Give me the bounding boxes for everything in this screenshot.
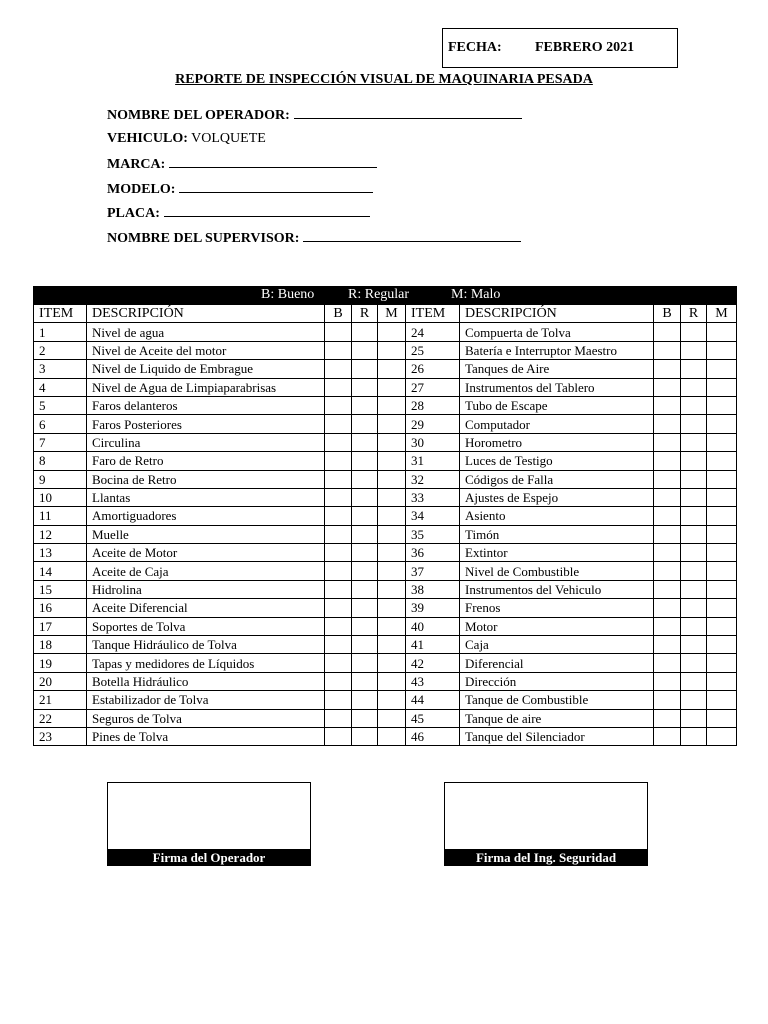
table-row	[34, 378, 737, 396]
item-description: Nivel de Agua de Limpiaparabrisas	[87, 378, 325, 396]
check-r-cell[interactable]	[681, 672, 707, 690]
check-b-cell[interactable]	[325, 452, 352, 470]
table-row	[34, 672, 737, 690]
col-r: R	[681, 305, 707, 323]
col-m: M	[378, 305, 406, 323]
check-r-cell[interactable]	[681, 433, 707, 451]
check-m-cell[interactable]	[707, 709, 737, 727]
check-b-cell[interactable]	[654, 672, 681, 690]
table-header-row	[34, 305, 737, 323]
check-b-cell[interactable]	[654, 617, 681, 635]
item-description: Tanque de Combustible	[460, 691, 654, 709]
item-description: Extintor	[460, 544, 654, 562]
check-m-cell[interactable]	[707, 562, 737, 580]
fill-line[interactable]	[169, 153, 377, 168]
item-number: 8	[34, 452, 87, 470]
check-r-cell[interactable]	[352, 470, 378, 488]
check-m-cell[interactable]	[707, 654, 737, 672]
check-m-cell[interactable]	[707, 599, 737, 617]
check-b-cell[interactable]	[325, 654, 352, 672]
inspection-table	[33, 304, 737, 746]
item-number: 7	[34, 433, 87, 451]
table-row	[34, 488, 737, 506]
item-description: Motor	[460, 617, 654, 635]
item-description: Amortiguadores	[87, 507, 325, 525]
item-description: Ajustes de Espejo	[460, 488, 654, 506]
date-value: FEBRERO 2021	[535, 40, 635, 55]
item-number: 14	[34, 562, 87, 580]
check-m-cell[interactable]	[707, 672, 737, 690]
check-m-cell[interactable]	[707, 525, 737, 543]
col-b: B	[654, 305, 681, 323]
table-body	[34, 323, 737, 746]
check-r-cell[interactable]	[352, 360, 378, 378]
check-m-cell[interactable]	[378, 433, 406, 451]
check-b-cell[interactable]	[654, 654, 681, 672]
check-r-cell[interactable]	[352, 636, 378, 654]
check-m-cell[interactable]	[378, 617, 406, 635]
check-r-cell[interactable]	[352, 691, 378, 709]
check-r-cell[interactable]	[352, 672, 378, 690]
item-number: 13	[34, 544, 87, 562]
check-b-cell[interactable]	[325, 672, 352, 690]
item-description: Faros Posteriores	[87, 415, 325, 433]
check-m-cell[interactable]	[707, 323, 737, 341]
check-b-cell[interactable]	[654, 378, 681, 396]
check-r-cell[interactable]	[352, 544, 378, 562]
item-number: 28	[406, 396, 460, 414]
check-b-cell[interactable]	[654, 727, 681, 745]
check-m-cell[interactable]	[707, 580, 737, 598]
check-m-cell[interactable]	[378, 709, 406, 727]
check-r-cell[interactable]	[681, 507, 707, 525]
check-b-cell[interactable]	[654, 415, 681, 433]
check-m-cell[interactable]	[378, 378, 406, 396]
check-m-cell[interactable]	[378, 341, 406, 359]
item-number: 34	[406, 507, 460, 525]
item-description: Tubo de Escape	[460, 396, 654, 414]
item-description: Aceite Diferencial	[87, 599, 325, 617]
check-m-cell[interactable]	[378, 507, 406, 525]
check-m-cell[interactable]	[378, 360, 406, 378]
check-b-cell[interactable]	[325, 727, 352, 745]
item-number: 35	[406, 525, 460, 543]
item-number: 2	[34, 341, 87, 359]
table-row	[34, 323, 737, 341]
check-b-cell[interactable]	[325, 580, 352, 598]
check-b-cell[interactable]	[325, 378, 352, 396]
item-description: Muelle	[87, 525, 325, 543]
check-r-cell[interactable]	[681, 580, 707, 598]
table-row	[34, 636, 737, 654]
check-r-cell[interactable]	[681, 452, 707, 470]
check-b-cell[interactable]	[654, 562, 681, 580]
table-row	[34, 415, 737, 433]
item-number: 5	[34, 396, 87, 414]
check-b-cell[interactable]	[325, 396, 352, 414]
check-b-cell[interactable]	[325, 617, 352, 635]
col-item: ITEM	[34, 305, 87, 323]
safety-signature-box[interactable]	[444, 782, 648, 866]
check-r-cell[interactable]	[352, 341, 378, 359]
check-m-cell[interactable]	[707, 341, 737, 359]
check-m-cell[interactable]	[378, 323, 406, 341]
check-r-cell[interactable]	[352, 396, 378, 414]
vehicle-field[interactable]	[107, 129, 522, 154]
check-r-cell[interactable]	[352, 488, 378, 506]
check-r-cell[interactable]	[681, 323, 707, 341]
item-number: 10	[34, 488, 87, 506]
check-b-cell[interactable]	[325, 544, 352, 562]
item-description: Faro de Retro	[87, 452, 325, 470]
field-label: VEHICULO:	[107, 130, 188, 146]
check-b-cell[interactable]	[654, 323, 681, 341]
check-b-cell[interactable]	[654, 452, 681, 470]
check-m-cell[interactable]	[378, 525, 406, 543]
item-description: Bocina de Retro	[87, 470, 325, 488]
table-row	[34, 617, 737, 635]
item-number: 6	[34, 415, 87, 433]
item-description: Tanque de aire	[460, 709, 654, 727]
check-r-cell[interactable]	[352, 599, 378, 617]
check-b-cell[interactable]	[325, 507, 352, 525]
item-description: Aceite de Motor	[87, 544, 325, 562]
check-m-cell[interactable]	[707, 691, 737, 709]
check-r-cell[interactable]	[681, 470, 707, 488]
check-r-cell[interactable]	[352, 415, 378, 433]
table-row	[34, 452, 737, 470]
item-description: Frenos	[460, 599, 654, 617]
item-description: Computador	[460, 415, 654, 433]
check-m-cell[interactable]	[707, 727, 737, 745]
field-label: NOMBRE DEL SUPERVISOR:	[107, 230, 300, 246]
check-b-cell[interactable]	[654, 488, 681, 506]
item-description: Instrumentos del Tablero	[460, 378, 654, 396]
check-m-cell[interactable]	[378, 470, 406, 488]
table-row	[34, 396, 737, 414]
check-b-cell[interactable]	[654, 525, 681, 543]
item-number: 36	[406, 544, 460, 562]
check-r-cell[interactable]	[681, 544, 707, 562]
legend-bueno: B: Bueno	[261, 287, 315, 302]
item-number: 1	[34, 323, 87, 341]
plate-field[interactable]	[107, 202, 522, 227]
check-m-cell[interactable]	[378, 580, 406, 598]
item-number: 33	[406, 488, 460, 506]
table-row	[34, 691, 737, 709]
check-b-cell[interactable]	[654, 396, 681, 414]
item-number: 18	[34, 636, 87, 654]
table-row	[34, 433, 737, 451]
vehicle-value: VOLQUETE	[191, 130, 266, 146]
check-m-cell[interactable]	[378, 599, 406, 617]
check-r-cell[interactable]	[352, 507, 378, 525]
check-m-cell[interactable]	[707, 470, 737, 488]
item-description: Timón	[460, 525, 654, 543]
check-r-cell[interactable]	[352, 525, 378, 543]
item-number: 43	[406, 672, 460, 690]
check-r-cell[interactable]	[681, 341, 707, 359]
date-box	[442, 28, 678, 68]
check-r-cell[interactable]	[352, 433, 378, 451]
check-r-cell[interactable]	[352, 580, 378, 598]
item-number: 38	[406, 580, 460, 598]
safety-signature-caption: Firma del Ing. Seguridad	[444, 849, 648, 866]
item-number: 15	[34, 580, 87, 598]
item-number: 37	[406, 562, 460, 580]
item-number: 26	[406, 360, 460, 378]
item-description: Batería e Interruptor Maestro	[460, 341, 654, 359]
table-row	[34, 507, 737, 525]
operator-signature-box[interactable]	[107, 782, 311, 866]
item-description: Tanques de Aire	[460, 360, 654, 378]
check-b-cell[interactable]	[325, 488, 352, 506]
check-r-cell[interactable]	[352, 562, 378, 580]
col-description: DESCRIPCIÓN	[460, 305, 654, 323]
item-description: Tapas y medidores de Líquidos	[87, 654, 325, 672]
check-m-cell[interactable]	[378, 654, 406, 672]
item-number: 21	[34, 691, 87, 709]
item-description: Nivel de Combustible	[460, 562, 654, 580]
check-m-cell[interactable]	[707, 360, 737, 378]
check-b-cell[interactable]	[325, 636, 352, 654]
check-b-cell[interactable]	[325, 341, 352, 359]
check-m-cell[interactable]	[707, 488, 737, 506]
check-m-cell[interactable]	[707, 452, 737, 470]
table-row	[34, 580, 737, 598]
brand-field[interactable]	[107, 153, 522, 178]
item-number: 11	[34, 507, 87, 525]
check-m-cell[interactable]	[378, 452, 406, 470]
table-row	[34, 544, 737, 562]
col-item: ITEM	[406, 305, 460, 323]
item-number: 44	[406, 691, 460, 709]
item-description: Dirección	[460, 672, 654, 690]
check-r-cell[interactable]	[681, 636, 707, 654]
check-b-cell[interactable]	[654, 691, 681, 709]
check-b-cell[interactable]	[654, 507, 681, 525]
check-b-cell[interactable]	[325, 525, 352, 543]
item-number: 42	[406, 654, 460, 672]
item-number: 41	[406, 636, 460, 654]
check-b-cell[interactable]	[325, 562, 352, 580]
check-r-cell[interactable]	[352, 709, 378, 727]
item-description: Nivel de Liquido de Embrague	[87, 360, 325, 378]
page-title: REPORTE DE INSPECCIÓN VISUAL DE MAQUINARIA PESADA	[175, 72, 593, 87]
item-description: Aceite de Caja	[87, 562, 325, 580]
check-m-cell[interactable]	[378, 691, 406, 709]
item-number: 20	[34, 672, 87, 690]
check-r-cell[interactable]	[681, 488, 707, 506]
check-b-cell[interactable]	[325, 323, 352, 341]
col-r: R	[352, 305, 378, 323]
item-description: Nivel de agua	[87, 323, 325, 341]
check-r-cell[interactable]	[681, 360, 707, 378]
item-number: 39	[406, 599, 460, 617]
model-field[interactable]	[107, 178, 522, 203]
field-label: MARCA:	[107, 157, 166, 172]
check-b-cell[interactable]	[654, 636, 681, 654]
legend-regular: R: Regular	[348, 287, 410, 302]
check-m-cell[interactable]	[707, 396, 737, 414]
check-b-cell[interactable]	[325, 691, 352, 709]
item-number: 16	[34, 599, 87, 617]
check-r-cell[interactable]	[352, 617, 378, 635]
fill-line[interactable]	[303, 227, 521, 242]
check-m-cell[interactable]	[378, 727, 406, 745]
item-description: Horometro	[460, 433, 654, 451]
field-label: PLACA:	[107, 206, 160, 221]
check-r-cell[interactable]	[352, 727, 378, 745]
check-r-cell[interactable]	[681, 617, 707, 635]
item-number: 46	[406, 727, 460, 745]
item-number: 31	[406, 452, 460, 470]
item-description: Pines de Tolva	[87, 727, 325, 745]
item-number: 19	[34, 654, 87, 672]
item-description: Códigos de Falla	[460, 470, 654, 488]
col-b: B	[325, 305, 352, 323]
item-number: 17	[34, 617, 87, 635]
item-description: Botella Hidráulico	[87, 672, 325, 690]
check-r-cell[interactable]	[352, 378, 378, 396]
check-r-cell[interactable]	[352, 323, 378, 341]
item-number: 12	[34, 525, 87, 543]
check-m-cell[interactable]	[378, 544, 406, 562]
field-label: NOMBRE DEL OPERADOR:	[107, 108, 290, 123]
item-description: Caja	[460, 636, 654, 654]
item-description: Hidrolina	[87, 580, 325, 598]
operator-fields	[107, 104, 522, 251]
item-description: Llantas	[87, 488, 325, 506]
check-r-cell[interactable]	[681, 525, 707, 543]
check-r-cell[interactable]	[681, 599, 707, 617]
item-number: 29	[406, 415, 460, 433]
table-row	[34, 599, 737, 617]
check-r-cell[interactable]	[681, 654, 707, 672]
item-number: 25	[406, 341, 460, 359]
item-description: Seguros de Tolva	[87, 709, 325, 727]
check-b-cell[interactable]	[325, 709, 352, 727]
check-r-cell[interactable]	[681, 691, 707, 709]
item-description: Faros delanteros	[87, 396, 325, 414]
table-row	[34, 562, 737, 580]
item-number: 3	[34, 360, 87, 378]
check-m-cell[interactable]	[378, 636, 406, 654]
fill-line[interactable]	[179, 178, 373, 193]
item-number: 4	[34, 378, 87, 396]
item-description: Instrumentos del Vehiculo	[460, 580, 654, 598]
check-b-cell[interactable]	[325, 470, 352, 488]
item-description: Tanque del Silenciador	[460, 727, 654, 745]
check-m-cell[interactable]	[378, 415, 406, 433]
check-r-cell[interactable]	[681, 378, 707, 396]
supervisor-name-field[interactable]	[107, 227, 522, 252]
col-m: M	[707, 305, 737, 323]
check-m-cell[interactable]	[378, 396, 406, 414]
check-m-cell[interactable]	[378, 488, 406, 506]
operator-signature-caption: Firma del Operador	[107, 849, 311, 866]
check-b-cell[interactable]	[654, 433, 681, 451]
item-number: 9	[34, 470, 87, 488]
fill-line[interactable]	[164, 202, 370, 217]
check-r-cell[interactable]	[681, 396, 707, 414]
check-b-cell[interactable]	[654, 599, 681, 617]
check-r-cell[interactable]	[681, 562, 707, 580]
check-m-cell[interactable]	[707, 415, 737, 433]
check-b-cell[interactable]	[325, 415, 352, 433]
check-m-cell[interactable]	[707, 636, 737, 654]
check-b-cell[interactable]	[325, 360, 352, 378]
item-description: Diferencial	[460, 654, 654, 672]
check-b-cell[interactable]	[654, 360, 681, 378]
table-row	[34, 727, 737, 745]
check-b-cell[interactable]	[654, 470, 681, 488]
table-row	[34, 654, 737, 672]
check-r-cell[interactable]	[681, 727, 707, 745]
item-number: 27	[406, 378, 460, 396]
check-b-cell[interactable]	[325, 433, 352, 451]
item-description: Tanque Hidráulico de Tolva	[87, 636, 325, 654]
col-description: DESCRIPCIÓN	[87, 305, 325, 323]
item-number: 32	[406, 470, 460, 488]
item-number: 40	[406, 617, 460, 635]
check-m-cell[interactable]	[707, 617, 737, 635]
item-description: Nivel de Aceite del motor	[87, 341, 325, 359]
item-description: Compuerta de Tolva	[460, 323, 654, 341]
item-number: 45	[406, 709, 460, 727]
legend-bar	[33, 286, 737, 304]
check-b-cell[interactable]	[654, 341, 681, 359]
table-row	[34, 470, 737, 488]
check-b-cell[interactable]	[654, 580, 681, 598]
check-m-cell[interactable]	[707, 433, 737, 451]
check-m-cell[interactable]	[378, 562, 406, 580]
item-number: 22	[34, 709, 87, 727]
fill-line[interactable]	[294, 104, 522, 119]
check-m-cell[interactable]	[707, 544, 737, 562]
check-r-cell[interactable]	[352, 452, 378, 470]
check-b-cell[interactable]	[325, 599, 352, 617]
table-row	[34, 341, 737, 359]
item-description: Circulina	[87, 433, 325, 451]
table-row	[34, 525, 737, 543]
check-r-cell[interactable]	[681, 709, 707, 727]
check-b-cell[interactable]	[654, 544, 681, 562]
check-m-cell[interactable]	[707, 507, 737, 525]
legend-malo: M: Malo	[451, 287, 501, 302]
operator-name-field[interactable]	[107, 104, 522, 129]
check-m-cell[interactable]	[707, 378, 737, 396]
check-r-cell[interactable]	[681, 415, 707, 433]
field-label: MODELO:	[107, 181, 176, 197]
item-description: Luces de Testigo	[460, 452, 654, 470]
check-b-cell[interactable]	[654, 709, 681, 727]
check-m-cell[interactable]	[378, 672, 406, 690]
item-description: Estabilizador de Tolva	[87, 691, 325, 709]
check-r-cell[interactable]	[352, 654, 378, 672]
item-number: 24	[406, 323, 460, 341]
date-label: FECHA:	[448, 40, 502, 55]
item-number: 23	[34, 727, 87, 745]
item-description: Soportes de Tolva	[87, 617, 325, 635]
table-row	[34, 360, 737, 378]
item-description: Asiento	[460, 507, 654, 525]
table-row	[34, 709, 737, 727]
item-number: 30	[406, 433, 460, 451]
